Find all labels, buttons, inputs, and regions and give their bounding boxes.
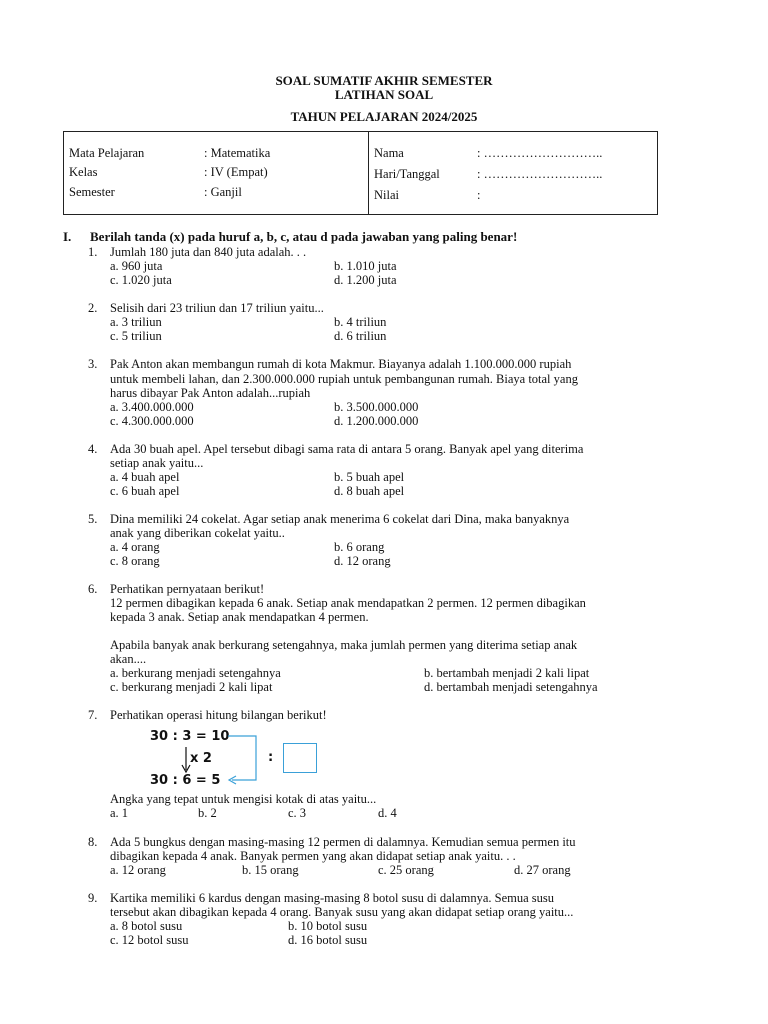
question-7-number: 7. [88, 708, 98, 722]
info-label-name: Nama [374, 146, 404, 160]
question-8-option-c[interactable]: c. 25 orang [378, 863, 434, 877]
question-4-number: 4. [88, 442, 98, 456]
question-6-text-line1: Perhatikan pernyataan berikut! [110, 582, 265, 596]
question-9-option-c[interactable]: c. 12 botol susu [110, 933, 189, 947]
question-3-text-line1: Pak Anton akan membangun rumah di kota Makmur. Biayanya adalah 1.100.000.000 rupiah [110, 357, 572, 371]
question-1-option-d[interactable]: d. 1.200 juta [334, 273, 397, 287]
question-7-option-b[interactable]: b. 2 [198, 806, 217, 820]
info-value-semester: : Ganjil [204, 185, 242, 199]
question-3-number: 3. [88, 357, 98, 371]
question-5-text-line2: anak yang diberikan cokelat yaitu.. [110, 526, 285, 540]
info-label-date: Hari/Tanggal [374, 167, 440, 181]
question-7-option-c[interactable]: c. 3 [288, 806, 307, 820]
question-1-option-b[interactable]: b. 1.010 juta [334, 259, 397, 273]
question-4-text-line1: Ada 30 buah apel. Apel tersebut dibagi sama rata di antara 5 orang. Banyak apel yang diterima [110, 442, 584, 456]
question-2-option-c[interactable]: c. 5 triliun [110, 329, 162, 343]
question-1-text: Jumlah 180 juta dan 840 juta adalah. . . [110, 245, 307, 259]
info-value-date: : ……………………….. [477, 167, 603, 181]
question-3-option-a[interactable]: a. 3.400.000.000 [110, 400, 194, 414]
figure-colon: : [268, 750, 274, 765]
question-2-option-b[interactable]: b. 4 triliun [334, 315, 387, 329]
question-9-text-line2: tersebut akan dibagikan kepada 4 orang. Banyak susu yang akan didapat setiap orang yaitu... [110, 905, 574, 919]
question-7-option-a[interactable]: a. 1 [110, 806, 129, 820]
exam-title: SOAL SUMATIF AKHIR SEMESTER [275, 73, 493, 88]
question-5-option-a[interactable]: a. 4 orang [110, 540, 160, 554]
figure-equation-bottom: 30 : 6 = 5 [150, 773, 221, 788]
question-9-option-d[interactable]: d. 16 botol susu [288, 933, 368, 947]
question-6-text-line2: 12 permen dibagikan kepada 6 anak. Setiap anak mendapatkan 2 permen. 12 permen dibagikan [110, 596, 586, 610]
info-label-score: Nilai [374, 188, 399, 202]
question-5-number: 5. [88, 512, 98, 526]
question-4-option-b[interactable]: b. 5 buah apel [334, 470, 405, 484]
question-4-text-line2: setiap anak yaitu... [110, 456, 204, 470]
info-label-subject: Mata Pelajaran [69, 146, 145, 160]
question-6-option-a[interactable]: a. berkurang menjadi setengahnya [110, 666, 281, 680]
section-instruction: Berilah tanda (x) pada huruf a, b, c, atau d pada jawaban yang paling benar! [90, 229, 518, 244]
question-6-option-b[interactable]: b. bertambah menjadi 2 kali lipat [424, 666, 590, 680]
question-8-option-a[interactable]: a. 12 orang [110, 863, 166, 877]
question-8-option-b[interactable]: b. 15 orang [242, 863, 299, 877]
question-5-option-c[interactable]: c. 8 orang [110, 554, 160, 568]
question-8-number: 8. [88, 835, 98, 849]
question-2-option-a[interactable]: a. 3 triliun [110, 315, 162, 329]
question-9-number: 9. [88, 891, 98, 905]
question-1-option-a[interactable]: a. 960 juta [110, 259, 163, 273]
question-3-text-line3: harus dibayar Pak Anton adalah...rupiah [110, 386, 311, 400]
question-5-text-line1: Dina memiliki 24 cokelat. Agar setiap anak menerima 6 cokelat dari Dina, maka banyaknya [110, 512, 570, 526]
question-6-number: 6. [88, 582, 98, 596]
question-6-option-c[interactable]: c. berkurang menjadi 2 kali lipat [110, 680, 273, 694]
figure-equation-top: 30 : 3 = 10 [150, 729, 230, 744]
question-1-option-c[interactable]: c. 1.020 juta [110, 273, 172, 287]
info-value-name: : ……………………….. [477, 146, 603, 160]
question-8-text-line1: Ada 5 bungkus dengan masing-masing 12 permen di dalamnya. Kemudian semua permen itu [110, 835, 576, 849]
question-8-option-d[interactable]: d. 27 orang [514, 863, 571, 877]
question-9-text-line1: Kartika memiliki 6 kardus dengan masing-masing 8 botol susu di dalamnya. Semua susu [110, 891, 555, 905]
question-3-option-c[interactable]: c. 4.300.000.000 [110, 414, 194, 428]
info-label-class: Kelas [69, 165, 98, 179]
info-box-divider [368, 132, 369, 214]
question-8-text-line2: dibagikan kepada 4 anak. Banyak permen yang akan didapat setiap anak yaitu. . . [110, 849, 516, 863]
question-7-option-d[interactable]: d. 4 [378, 806, 397, 820]
question-6-text-line4: Apabila banyak anak berkurang setengahnya, maka jumlah permen yang diterima setiap anak [110, 638, 578, 652]
question-1-number: 1. [88, 245, 98, 259]
question-4-option-a[interactable]: a. 4 buah apel [110, 470, 180, 484]
question-3-text-line2: untuk membeli lahan, dan 2.300.000.000 rupiah untuk pembangunan rumah. Biaya total yang [110, 372, 578, 386]
info-value-class: : IV (Empat) [204, 165, 268, 179]
school-year: TAHUN PELAJARAN 2024/2025 [290, 109, 478, 124]
question-4-option-c[interactable]: c. 6 buah apel [110, 484, 180, 498]
question-4-option-d[interactable]: d. 8 buah apel [334, 484, 405, 498]
info-value-score: : [477, 188, 481, 202]
question-5-option-b[interactable]: b. 6 orang [334, 540, 385, 554]
question-6-option-d[interactable]: d. bertambah menjadi setengahnya [424, 680, 598, 694]
question-2-number: 2. [88, 301, 98, 315]
question-5-option-d[interactable]: d. 12 orang [334, 554, 391, 568]
question-2-text: Selisih dari 23 triliun dan 17 triliun yaitu... [110, 301, 324, 315]
question-2-option-d[interactable]: d. 6 triliun [334, 329, 387, 343]
question-6-text-line3: kepada 3 anak. Setiap anak mendapatkan 4 permen. [110, 610, 369, 624]
question-7-text-line1: Perhatikan operasi hitung bilangan berikut! [110, 708, 327, 722]
answer-box [283, 743, 317, 773]
info-label-semester: Semester [69, 185, 115, 199]
question-9-option-b[interactable]: b. 10 botol susu [288, 919, 368, 933]
question-9-option-a[interactable]: a. 8 botol susu [110, 919, 183, 933]
figure-multiplier: x 2 [190, 751, 212, 766]
question-3-option-d[interactable]: d. 1.200.000.000 [334, 414, 419, 428]
bracket-arrow-icon [226, 734, 266, 786]
question-7-text-line2: Angka yang tepat untuk mengisi kotak di atas yaitu... [110, 792, 377, 806]
question-3-option-b[interactable]: b. 3.500.000.000 [334, 400, 419, 414]
exam-subtitle: LATIHAN SOAL [334, 87, 434, 102]
question-6-text-line5: akan.... [110, 652, 147, 666]
info-value-subject: : Matematika [204, 146, 271, 160]
section-number: I. [63, 229, 72, 244]
